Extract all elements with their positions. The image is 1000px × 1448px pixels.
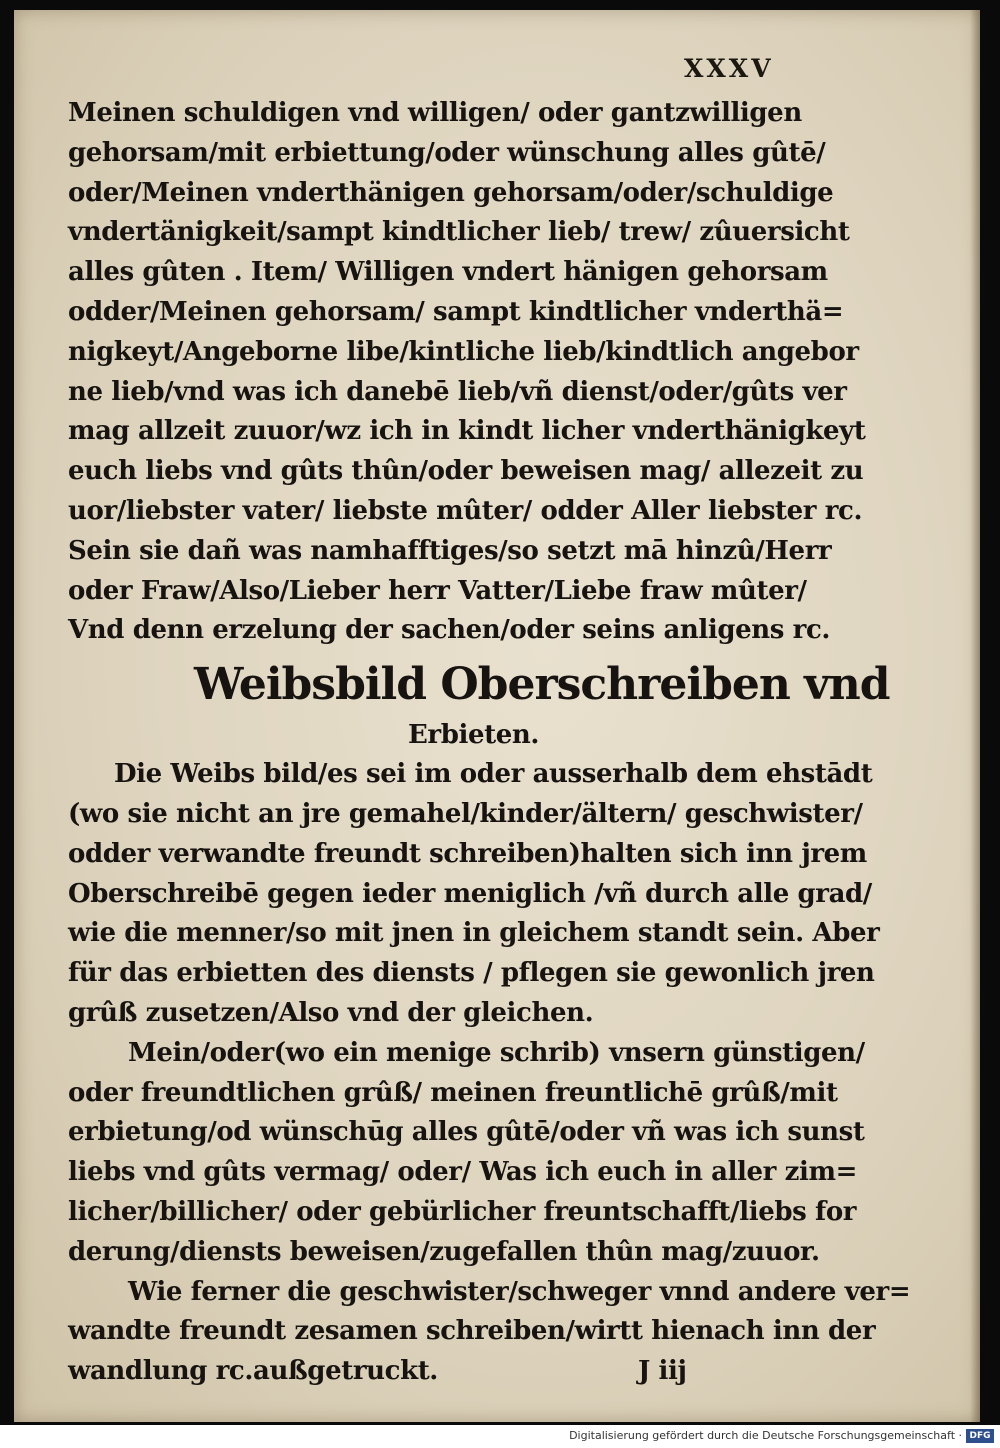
text-line: licher/billicher/ oder gebürlicher freuntschafft/liebs for bbox=[68, 1196, 857, 1227]
section-heading: Weibsbild Oberschreiben vnd bbox=[194, 659, 890, 711]
text-line: uor/liebster vater/ liebste mûter/ odder Aller liebster rc. bbox=[68, 495, 863, 526]
text-line: oder/Meinen vnderthänigen gehorsam/oder/schuldige bbox=[68, 177, 834, 208]
signature-mark: J iij bbox=[637, 1356, 687, 1387]
text-line: alles gûten . Item/ Willigen vndert hänigen gehorsam bbox=[68, 257, 828, 288]
text-line: Mein/oder(wo ein menige schrib) vnsern günstigen/ bbox=[128, 1037, 865, 1068]
text-line: Wie ferner die geschwister/schweger vnnd andere ver= bbox=[128, 1276, 911, 1307]
text-line bbox=[68, 1352, 868, 1392]
text-line: für das erbietten des diensts / pflegen sie gewonlich jren bbox=[68, 958, 875, 989]
text-line: derung/diensts beweisen/zugefallen thûn mag/zuuor. bbox=[68, 1236, 820, 1267]
footer-bar bbox=[0, 1425, 1000, 1448]
paragraph-2 bbox=[68, 1034, 868, 1273]
text-line: nigkeyt/Angeborne libe/kintliche lieb/kindtlich angebor bbox=[68, 336, 859, 367]
text-line: (wo sie nicht an jre gemahel/kinder/ältern/ geschwister/ bbox=[68, 798, 863, 829]
text-line: odder/Meinen gehorsam/ sampt kindtlicher vnderthä= bbox=[68, 296, 844, 327]
text-line: Vnd denn erzelung der sachen/oder seins anligens rc. bbox=[68, 615, 831, 646]
text-line-content: wandlung rc.außgetruckt. bbox=[68, 1356, 438, 1387]
section-subheading: Erbieten. bbox=[408, 720, 540, 751]
text-line: Meinen schuldigen vnd willigen/ oder gantzwilligen bbox=[68, 98, 802, 128]
text-line: wie die menner/so mit jnen in gleichem standt sein. Aber bbox=[68, 918, 880, 949]
text-line: gehorsam/mit erbiettung/oder wünschung alles gûtē/ bbox=[68, 137, 826, 168]
book-page bbox=[14, 10, 980, 1422]
text-block-1 bbox=[68, 94, 868, 651]
text-line: wandte freundt zesamen schreiben/wirtt hienach inn der bbox=[68, 1316, 876, 1347]
folio-number: XXXV bbox=[684, 54, 774, 83]
text-line: oder freundtlichen grûß/ meinen freuntlichē grûß/mit bbox=[68, 1077, 838, 1108]
text-line: euch liebs vnd gûts thûn/oder beweisen mag/ allezeit zu bbox=[68, 456, 864, 487]
paragraph-1 bbox=[68, 755, 880, 1034]
paragraph-3 bbox=[68, 1273, 911, 1392]
footer-credit: Digitalisierung gefördert durch die Deutsche Forschungsgemeinschaft · bbox=[569, 1429, 962, 1442]
text-line: ne lieb/vnd was ich danebē lieb/vñ dienst/oder/gûts ver bbox=[68, 376, 847, 407]
text-line: grûß zusetzen/Also vnd der gleichen. bbox=[68, 997, 594, 1028]
text-line: Oberschreibē gegen ieder meniglich /vñ durch alle grad/ bbox=[68, 878, 872, 909]
text-line: odder verwandte freundt schreiben)halten sich inn jrem bbox=[68, 838, 867, 869]
page-text bbox=[68, 94, 911, 1392]
text-line: vndertänigkeit/sampt kindtlicher lieb/ trew/ zûuersicht bbox=[68, 217, 850, 248]
text-line: liebs vnd gûts vermag/ oder/ Was ich euch in aller zim= bbox=[68, 1157, 857, 1188]
dfg-logo: DFG bbox=[966, 1429, 994, 1443]
text-line: oder Fraw/Also/Lieber herr Vatter/Liebe fraw mûter/ bbox=[68, 575, 807, 606]
text-line: Die Weibs bild/es sei im oder ausserhalb dem ehstādt bbox=[114, 759, 873, 790]
text-line: Sein sie dañ was namhafftiges/so setzt mā hinzû/Herr bbox=[68, 535, 832, 566]
text-line: mag allzeit zuuor/wz ich in kindt licher vnderthänigkeyt bbox=[68, 416, 866, 447]
text-line: erbietung/od wünschūg alles gûtē/oder vñ was ich sunst bbox=[68, 1117, 865, 1148]
